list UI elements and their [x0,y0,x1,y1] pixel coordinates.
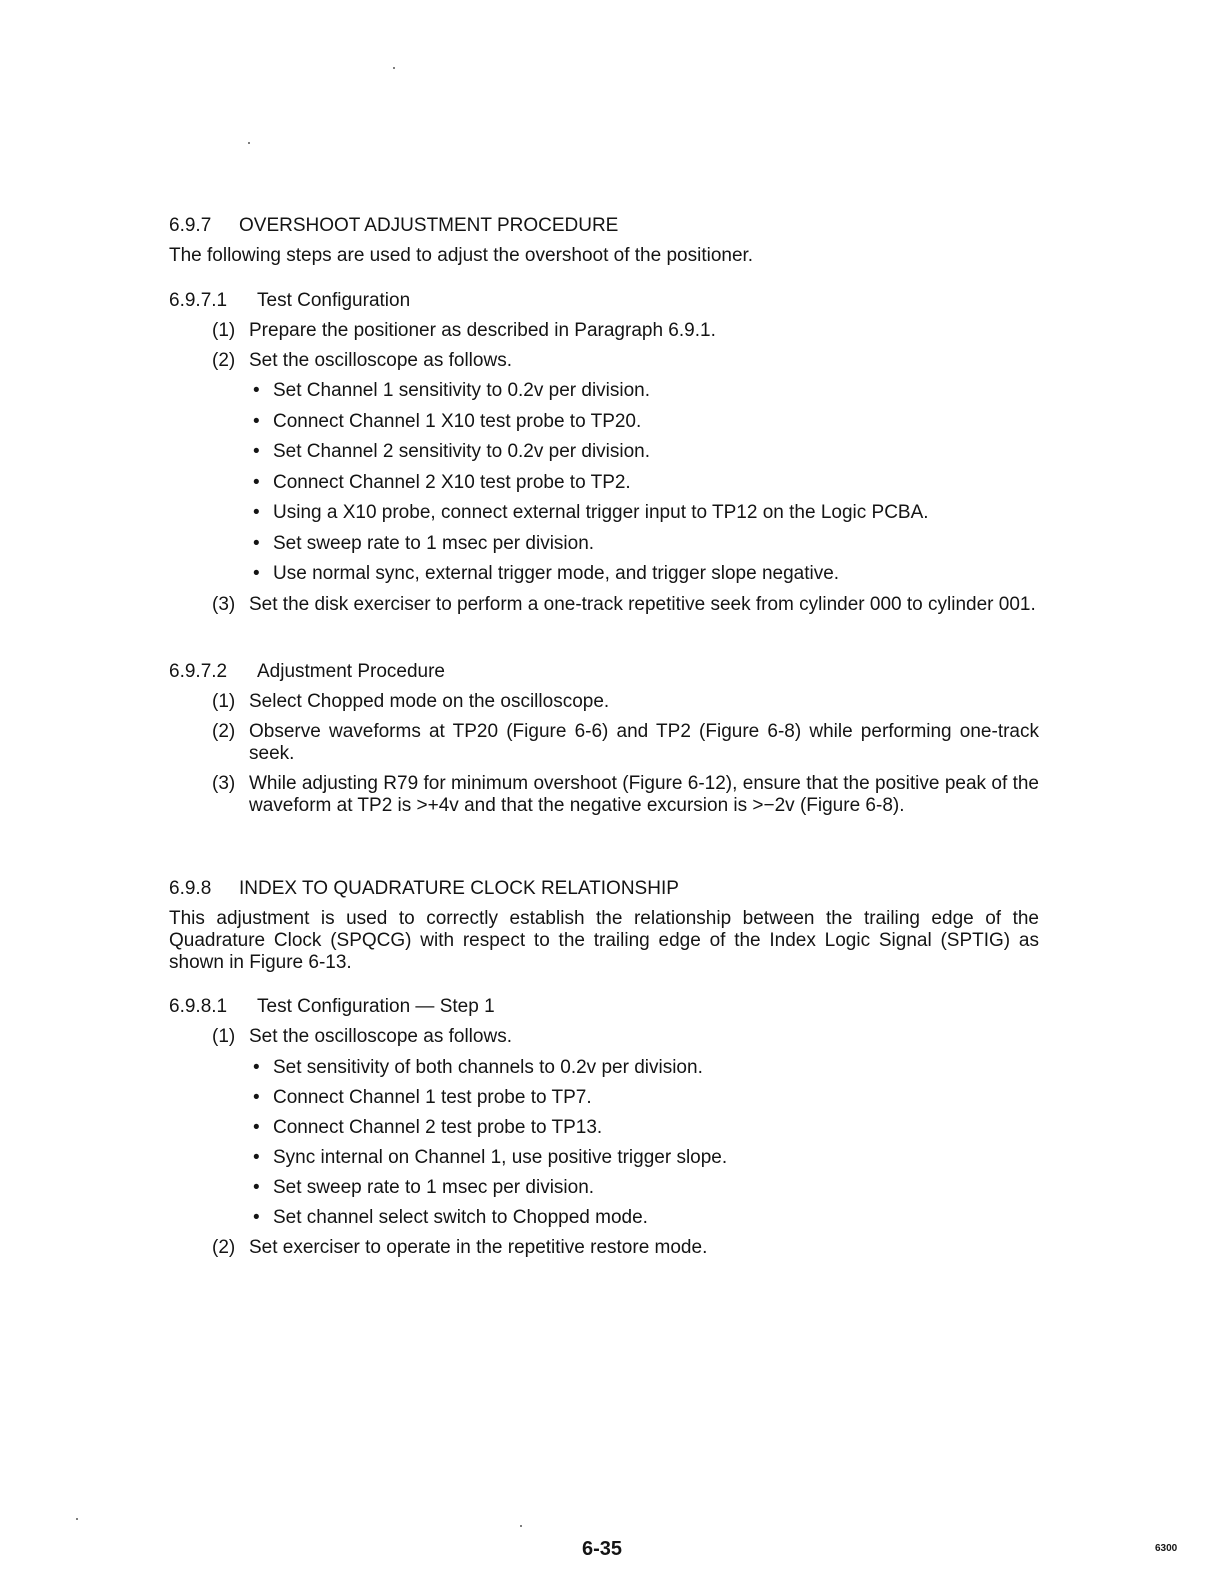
section-title: OVERSHOOT ADJUSTMENT PROCEDURE [239,215,619,236]
section-title: INDEX TO QUADRATURE CLOCK RELATIONSHIP [239,878,679,899]
step-item [212,350,1039,372]
subsection-title: Adjustment Procedure [257,661,445,682]
bullet-dot: • [253,441,260,462]
step-item [212,691,1039,713]
step-number: (1) [212,1026,236,1047]
document-code: 6300 [1155,1543,1178,1554]
step-text: While adjusting R79 for minimum overshoot (Figure 6-12), ensure that the positive peak of the waveform at TP2 is >+4v and that the negative excursion is >−2v (Figure 6-8). [249,773,1039,816]
section-intro: The following steps are used to adjust the overshoot of the positioner. [169,245,754,266]
subsection-number: 6.9.7.2 [169,661,228,682]
subsection-title: Test Configuration [257,290,411,311]
subsection-heading-6-9-7-1 [169,290,410,312]
bullet-text: Set sweep rate to 1 msec per division. [273,1177,595,1198]
step-number: (1) [212,691,236,712]
bullet-dot: • [253,1117,260,1138]
bullet-item [253,563,839,585]
step-number: (1) [212,320,236,341]
step-item [212,1237,1039,1259]
step-item [212,320,1039,342]
section-number: 6.9.8 [169,878,212,899]
section-heading-6-9-7 [169,215,618,237]
bullet-text: Connect Channel 1 X10 test probe to TP20. [273,411,642,432]
bullet-item [253,1177,594,1199]
step-text: Set the oscilloscope as follows. [249,1026,512,1047]
bullet-text: Connect Channel 2 test probe to TP13. [273,1117,603,1138]
bullet-dot: • [253,411,260,432]
bullet-dot: • [253,1147,260,1168]
subsection-number: 6.9.8.1 [169,996,228,1017]
step-text: Prepare the positioner as described in Paragraph 6.9.1. [249,320,716,341]
step-item [212,594,1039,616]
scan-speck [393,67,395,69]
bullet-text: Using a X10 probe, connect external trigger input to TP12 on the Logic PCBA. [273,502,929,523]
step-number: (3) [212,773,236,794]
bullet-item [253,1147,727,1169]
bullet-item [253,411,641,433]
bullet-text: Set channel select switch to Chopped mode. [273,1207,648,1228]
scan-speck [248,142,250,144]
bullet-text: Sync internal on Channel 1, use positive trigger slope. [273,1147,728,1168]
step-text: Set exerciser to operate in the repetitive restore mode. [249,1237,708,1258]
bullet-text: Set Channel 1 sensitivity to 0.2v per division. [273,380,651,401]
bullet-item [253,1117,602,1139]
bullet-text: Connect Channel 2 X10 test probe to TP2. [273,472,631,493]
step-text: Set the disk exerciser to perform a one-track repetitive seek from cylinder 000 to cylinder 001. [249,594,1036,615]
bullet-text: Set sensitivity of both channels to 0.2v per division. [273,1057,703,1078]
section-heading-6-9-8 [169,878,679,900]
step-text: Select Chopped mode on the oscilloscope. [249,691,610,712]
bullet-dot: • [253,380,260,401]
bullet-item [253,472,631,494]
subsection-heading-6-9-8-1 [169,996,495,1018]
step-item [212,721,1039,765]
bullet-dot: • [253,1177,260,1198]
bullet-text: Use normal sync, external trigger mode, and trigger slope negative. [273,563,840,584]
subsection-title: Test Configuration — Step 1 [257,996,495,1017]
bullet-dot: • [253,472,260,493]
bullet-dot: • [253,1087,260,1108]
bullet-item [253,1057,703,1079]
bullet-dot: • [253,502,260,523]
page-number: 6-35 [582,1538,623,1560]
step-number: (3) [212,594,236,615]
bullet-dot: • [253,533,260,554]
step-text: Observe waveforms at TP20 (Figure 6-6) and TP2 (Figure 6-8) while performing one-track seek. [249,721,1039,764]
step-item [212,1026,1039,1048]
step-number: (2) [212,721,236,742]
bullet-text: Set Channel 2 sensitivity to 0.2v per division. [273,441,651,462]
bullet-text: Connect Channel 1 test probe to TP7. [273,1087,592,1108]
bullet-item [253,441,650,463]
section-number: 6.9.7 [169,215,212,236]
step-number: (2) [212,350,236,371]
subsection-heading-6-9-7-2 [169,661,445,683]
subsection-number: 6.9.7.1 [169,290,228,311]
scan-speck [520,1525,522,1527]
step-text: Set the oscilloscope as follows. [249,350,512,371]
bullet-item [253,380,650,402]
section-intro: This adjustment is used to correctly establish the relationship between the trailing edge of the Quadrature Clock (SPQCG) with respect to the trailing edge of the Index Logic Signal (SPTIG) as shown in Figure 6-13. [169,908,1039,973]
step-item [212,773,1039,817]
bullet-dot: • [253,1057,260,1078]
bullet-item [253,1207,648,1229]
bullet-dot: • [253,563,260,584]
scan-speck [76,1518,78,1520]
bullet-text: Set sweep rate to 1 msec per division. [273,533,595,554]
bullet-item [253,1087,592,1109]
bullet-item [253,533,594,555]
step-number: (2) [212,1237,236,1258]
bullet-item [253,502,929,524]
bullet-dot: • [253,1207,260,1228]
